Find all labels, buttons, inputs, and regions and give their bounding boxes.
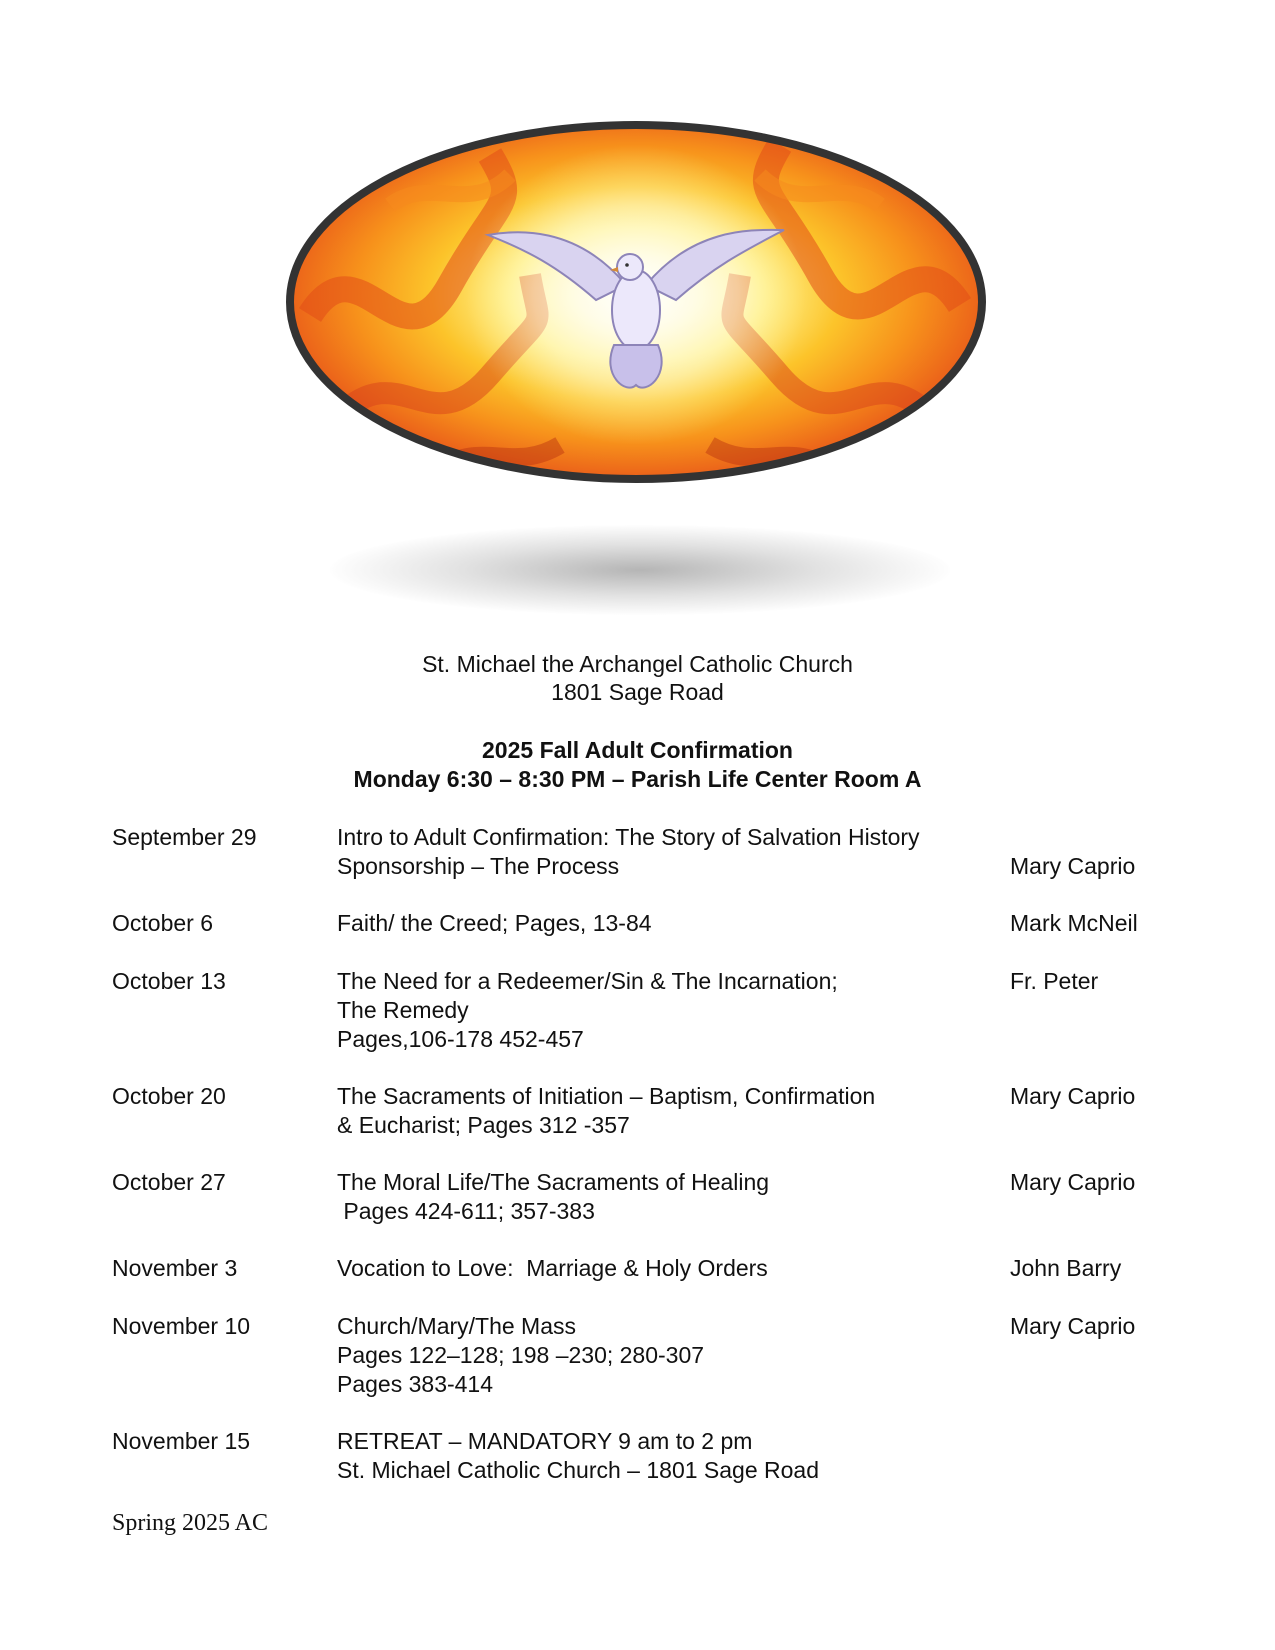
topic-line: Church/Mary/The Mass <box>337 1313 577 1339</box>
session-date: November 15 <box>112 1428 251 1454</box>
session-date: November 3 <box>112 1255 238 1281</box>
session-presenter: John Barry <box>1010 1255 1122 1281</box>
session-topic <box>337 967 987 1054</box>
topic-line: Pages,106-178 452-457 <box>337 1026 584 1052</box>
session-date: October 6 <box>112 910 213 936</box>
session-date: September 29 <box>112 824 257 850</box>
topic-line: Sponsorship – The Process <box>337 853 620 879</box>
program-title: 2025 Fall Adult Confirmation <box>482 737 793 763</box>
topic-line: The Need for a Redeemer/Sin & The Incarnation; <box>337 968 838 994</box>
topic-line: The Moral Life/The Sacraments of Healing <box>337 1169 770 1195</box>
session-presenter: Mary Caprio <box>1010 853 1136 879</box>
session-topic <box>337 909 987 938</box>
topic-line: Pages 383-414 <box>337 1371 494 1397</box>
session-topic <box>337 1427 987 1485</box>
topic-line: Intro to Adult Confirmation: The Story of Salvation History <box>337 824 920 850</box>
topic-line: The Remedy <box>337 997 469 1023</box>
footer-note: Spring 2025 AC <box>112 1510 269 1536</box>
topic-line: Pages 122–128; 198 –230; 280-307 <box>337 1342 705 1368</box>
program-time: Monday 6:30 – 8:30 PM – Parish Life Center Room A <box>353 766 922 792</box>
holy-spirit-dove-icon <box>280 115 992 489</box>
session-presenter: Mary Caprio <box>1010 1169 1136 1195</box>
session-date: October 13 <box>112 968 226 994</box>
topic-line: & Eucharist; Pages 312 -357 <box>337 1112 630 1138</box>
session-topic <box>337 1168 987 1226</box>
session-presenter: Mary Caprio <box>1010 1083 1136 1109</box>
session-date: October 27 <box>112 1169 226 1195</box>
session-date: October 20 <box>112 1083 226 1109</box>
session-presenter: Fr. Peter <box>1010 968 1099 994</box>
emblem-shadow <box>330 525 950 615</box>
topic-line: Pages 424-611; 357-383 <box>337 1198 595 1224</box>
topic-line: Vocation to Love: Marriage & Holy Orders <box>337 1255 768 1281</box>
session-date: November 10 <box>112 1313 251 1339</box>
topic-line: St. Michael Catholic Church – 1801 Sage Road <box>337 1457 820 1483</box>
session-topic <box>337 823 987 881</box>
session-presenter: Mary Caprio <box>1010 1313 1136 1339</box>
topic-line: The Sacraments of Initiation – Baptism, Confirmation <box>337 1083 876 1109</box>
topic-line: RETREAT – MANDATORY 9 am to 2 pm <box>337 1428 753 1454</box>
church-name: St. Michael the Archangel Catholic Church <box>422 651 853 677</box>
session-topic <box>337 1312 987 1399</box>
session-presenter: Mark McNeil <box>1010 910 1138 936</box>
church-address: 1801 Sage Road <box>551 679 724 705</box>
session-topic <box>337 1254 987 1283</box>
session-topic <box>337 1082 987 1140</box>
topic-line: Faith/ the Creed; Pages, 13-84 <box>337 910 652 936</box>
